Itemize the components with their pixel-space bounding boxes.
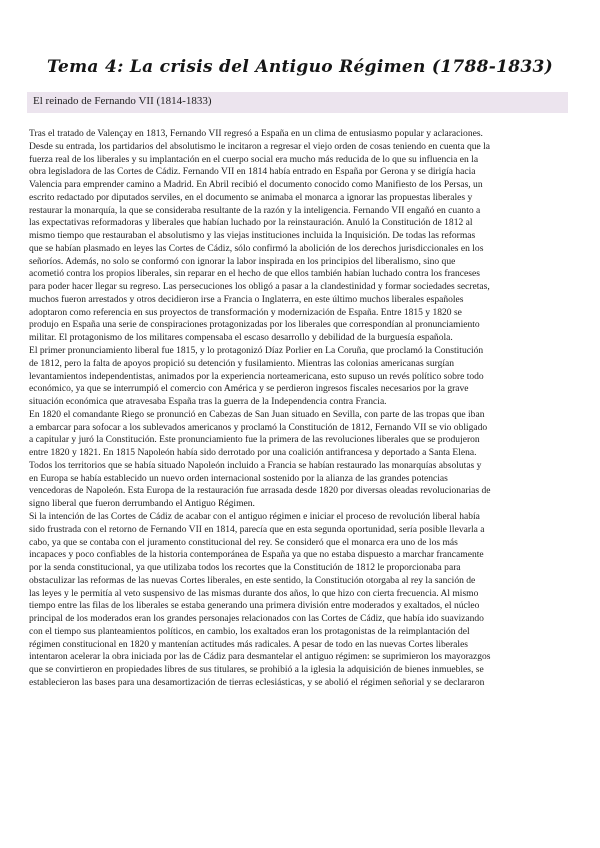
body-line: tiempo entre las filas de los liberales se estaba generando una primera división entre moderados y exaltados, el núcleo [29, 600, 480, 612]
body-line: Desde su entrada, los partidarios del absolutismo le incitaron a regresar el viejo orden de cosas teniendo en cuenta que la [29, 140, 491, 152]
body-line: establecieron las bases para una desamortización de tierras eclesiásticas, y se abolió el régimen señorial y se declararon [29, 676, 485, 688]
body-line: las leyes y le permitía al veto suspensivo de las mismas durante dos años, lo que hizo con cierta frecuencia. Al mismo [29, 587, 479, 599]
body-line: Tras el tratado de Valençay en 1813, Fernando VII regresó a España en un clima de entusiasmo popular y aclaraciones. [29, 128, 483, 139]
body-line: signo liberal que fueron derrumbando el Antiguo Régimen. [29, 498, 255, 510]
body-line: Todos los territorios que se había situado Napoleón incluido a Francia se habían restaurado las monarquías absolutas y [29, 459, 482, 471]
body-line: El primer pronunciamiento liberal fue 1815, y lo protagonizó Díaz Porlier en La Coruña, que proclamó la Constitución [29, 345, 484, 357]
body-text [29, 128, 574, 690]
body-line: incapaces y poco confiables de la historia contemporánea de España ya que no estaba dispuesto a marchar francamente [29, 549, 484, 561]
body-line: militar. El protagonismo de los militares compensaba el escaso desarrollo y debilidad de la burguesía española. [29, 332, 453, 344]
body-line: obstaculizar las reformas de las nuevas Cortes liberales, en este sentido, la Constitución otorgaba al rey la sanción de [29, 574, 476, 586]
body-line: a embarcar para sofocar a los sublevados americanos y proclamó la Constitución de 1812, Fernando VII se vio obligado [29, 421, 488, 433]
body-line: por la senda constitucional, ya que utilizaba todos los recortes que la Constitución de 1812 le proporcionaba para [29, 562, 461, 574]
body-line: señoríos. Además, no solo se conformó con ignorar la labor inspirada en los principios del liberalismo, sino que [29, 255, 456, 267]
body-line: escrito redactado por diputados serviles, en el documento se animaba el monarca a ignorar las propuestas liberales y [29, 191, 473, 203]
section-title: El reinado de Fernando VII (1814-1833) [33, 95, 212, 107]
body-line: económico, ya que se interrumpió el comercio con América y se perdieron ingresos fiscales necesarios por la grave [29, 383, 469, 395]
body-line: adoptaron como referencia en sus proyectos de transformación y modernización de España. Entre 1815 y 1820 se [29, 306, 462, 318]
body-line: en Europa se había establecido un nuevo orden internacional sostenido por la alianza de las grandes potencias [29, 472, 448, 484]
body-line: de 1812, pero la falta de apoyos propició su detención y fusilamiento. Mientras las colonias americanas surgían [29, 357, 455, 369]
body-line: acometió contra los propios liberales, sin reparar en el hecho de que ellos también habían luchado contra los franceses [29, 268, 480, 280]
body-line: para poder hacer llegar su regreso. Las persecuciones los obligó a pasar a la clandestinidad y formar sociedades secretas, [29, 281, 490, 293]
body-line: En 1820 el comandante Riego se pronunció en Cabezas de San Juan situado en Sevilla, con parte de las tropas que iban [29, 408, 485, 420]
body-line: obra legisladora de las Cortes de Cádiz. Fernando VII en 1814 había entrado en España por Gerona y se dirigía hacia [29, 166, 476, 178]
body-line: mismo tiempo que restauraban el absolutismo y las viejas instituciones incluida la Inquisición. De todas las reformas [29, 230, 476, 242]
body-line: con el tiempo sus planteamientos políticos, en cambio, los exaltados eran los protagonistas de la reimplantación del [29, 625, 470, 637]
body-line: a capitular y juró la Constitución. Este pronunciamiento fue la primera de las revoluciones liberales que se produjeron [29, 434, 480, 446]
body-line: restaurar la monarquía, la que se consideraba resultante de la razón y la inteligencia. Fernando VII engañó en cuanto a [29, 204, 481, 216]
body-line: vencedoras de Napoleón. Esta Europa de la restauración fue arrasada desde 1820 por diversas oleadas revolucionarias de [29, 485, 491, 497]
body-line: cabo, ya que se contaba con el juramento constitucional del rey. Se consideró que el monarca era uno de los más [29, 536, 458, 548]
body-line: fuerza real de los liberales y su implantación en el cuerpo social era mucho más reducida de lo que su influencia en la [29, 153, 479, 165]
body-line: situación económica que atravesaba España tras la guerra de la Independencia contra Francia. [29, 396, 387, 408]
body-line: régimen constitucional en 1820 y mantenían actitudes más radicales. A pesar de todo en las nuevas Cortes liberales [29, 638, 469, 650]
body-line: Valencia para emprender camino a Madrid. En Abril recibió el documento conocido como Manifiesto de los Persas, un [29, 179, 483, 191]
body-line: que se habían plasmado en leyes las Cortes de Cádiz, sólo confirmó la abolición de los derechos jurisdiccionales en los [29, 242, 484, 254]
body-line: sido frustrada con el retorno de Fernando VII en 1814, parecía que en esta segunda oportunidad, sería posible llevarla a [29, 523, 485, 535]
body-line: produjo en España una serie de conspiraciones protagonizadas por los liberales que correspondían al pronunciamiento [29, 319, 480, 331]
body-line: las expectativas reformadoras y liberales que habían luchado por la reinstauración. Anuló la Constitución de 1812 al [29, 217, 473, 229]
body-line: muchos fueron arrestados y otros decidieron irse a Francia o Inglaterra, en este último muchos liberales españoles [29, 293, 464, 305]
page-title: Tema 4: La crisis del Antiguo Régimen (1788-1833) [47, 57, 553, 77]
body-line: intentaron acelerar la obra iniciada por las de Cádiz para desmantelar el antiguo régimen: se suprimieron los mayorazgos [29, 651, 491, 663]
body-line: principal de los moderados eran los grandes personajes relacionados con las Cortes de Cádiz, que había ido suavizando [29, 613, 484, 625]
body-line: levantamientos independentistas, animados por la experiencia norteamericana, esto supuso un revés político sobre todo [29, 370, 484, 382]
body-line: Si la intención de las Cortes de Cádiz de acabar con el antiguo régimen e iniciar el proceso de revolución liberal había [29, 510, 480, 522]
body-line: que se convirtieron en propiedades libres de sus titulares, se prohibió a la iglesia la adquisición de bienes inmuebles, se [29, 664, 484, 676]
body-line: entre 1820 y 1821. En 1815 Napoleón había sido derrotado por una coalición antifrancesa y deportado a Santa Elena. [29, 447, 477, 459]
